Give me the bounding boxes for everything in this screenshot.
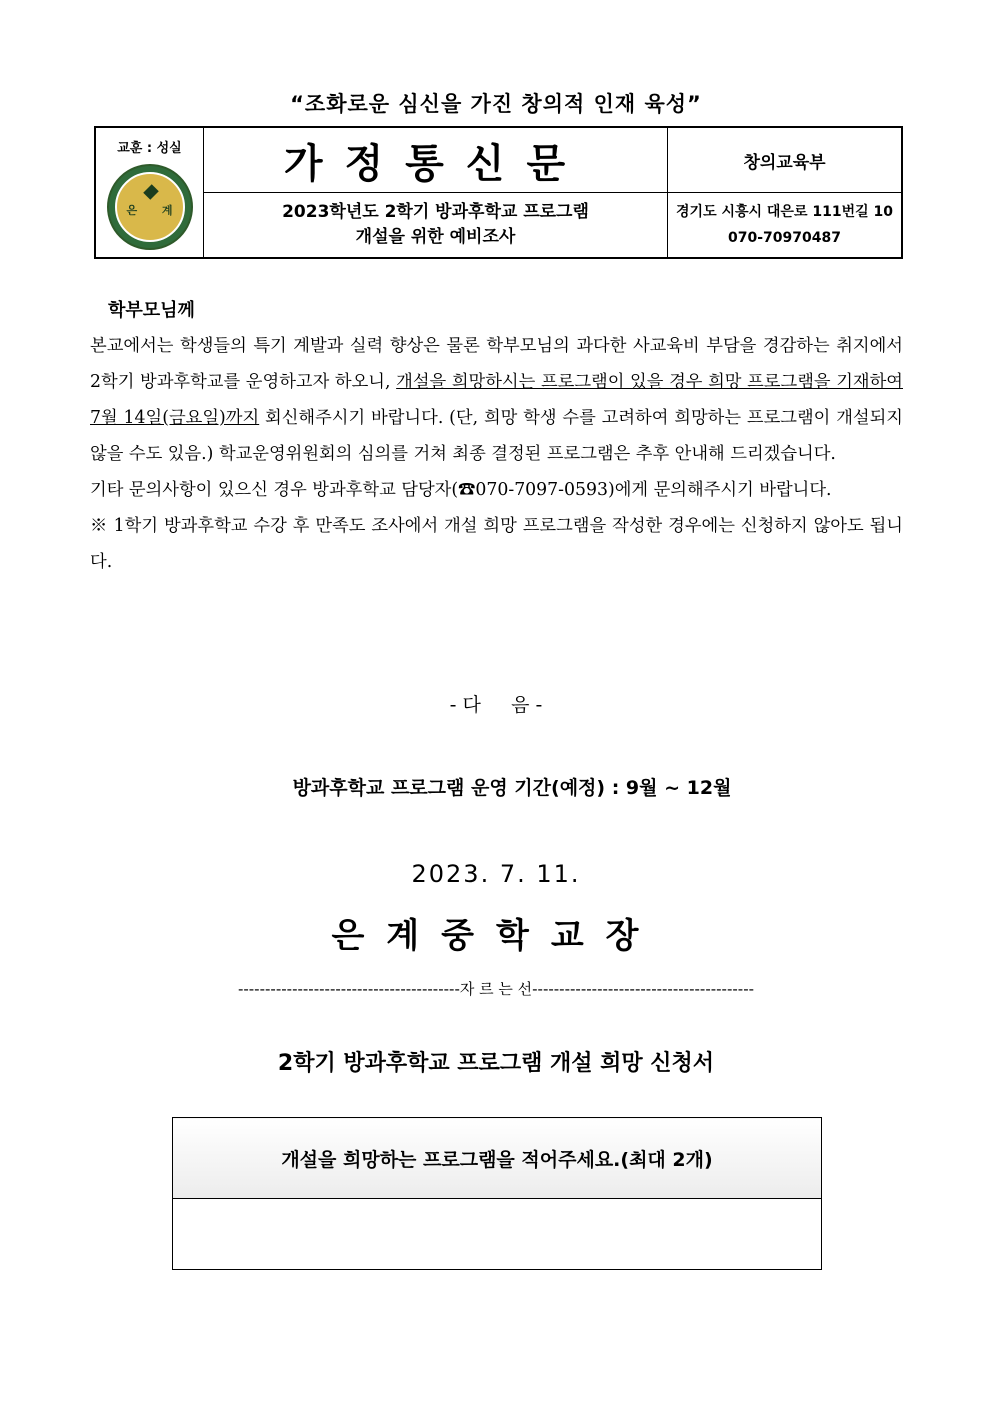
cut-line: -----------------------------------------자 르 는 선----------------------------------------- [237, 980, 755, 998]
deadline-underlined: 개설을 희망하시는 프로그램이 있을 경우 희망 프로그램을 기재하여 7월 14일(금요일)까지 [90, 372, 903, 428]
school-motto-heading: “조화로운 심신을 가진 창의적 인재 육성” [290, 92, 702, 116]
logo-cell [95, 127, 204, 258]
form-instruction: 개설을 희망하는 프로그램을 적어주세요.(최대 2개) [173, 1118, 822, 1199]
greeting: 학부모님께 [108, 300, 195, 321]
subject-line-1: 2023학년도 2학기 방과후학교 프로그램 [282, 202, 589, 222]
school-logo-icon: 은 계 [107, 164, 193, 250]
newsletter-title: 가정통신문 [204, 127, 668, 193]
principal-signature: 은계중학교장 [331, 916, 661, 956]
operation-period: 방과후학교 프로그램 운영 기간(예정) : 9월 ~ 12월 [292, 777, 732, 799]
school-address: 경기도 시흥시 대은로 111번길 10 [676, 204, 893, 220]
following-label: - 다 음 - [449, 694, 543, 716]
newsletter-header [94, 126, 903, 259]
department-name: 창의교육부 [668, 127, 903, 193]
paragraph-note: ※ 1학기 방과후학교 수강 후 만족도 조사에서 개설 희망 프로그램을 작성한 경우에는 신청하지 않아도 됩니다. [90, 516, 903, 572]
school-motto-label: 교훈 : 성실 [117, 141, 182, 156]
newsletter-subject [204, 193, 668, 259]
school-contact [668, 193, 903, 259]
form-title: 2학기 방과후학교 프로그램 개설 희망 신청서 [277, 1051, 715, 1076]
letter-body [90, 328, 903, 580]
application-form-table [172, 1117, 822, 1270]
paragraph-contact: 기타 문의사항이 있으신 경우 방과후학교 담당자(☎070-7097-0593)에게 문의해주시기 바랍니다. [90, 480, 832, 500]
paragraph-main: 본교에서는 학생들의 특기 계발과 실력 향상은 물론 학부모님의 과다한 사교육비 부담을 경감하는 취지에서 2학기 방과후학교를 운영하고자 하오니, 개설을 희망하시는 프로그램이 있을 경우 희망 프로그램을 기재하여 7월 14일(금요일)까지 회신해주시기 바랍니다. (단, 희망 학생 수를 고려하여 희망하는 프로그램이 개설되지 않을 수도 있음.) 학교운영위원회의 심의를 거쳐 최종 결정된 프로그램은 추후 안내해 드리겠습니다. [90, 336, 904, 464]
program-answer-field[interactable] [173, 1199, 822, 1270]
school-phone: 070-70970487 [728, 230, 841, 246]
subject-line-2: 개설을 위한 예비조사 [355, 227, 516, 247]
issue-date: 2023. 7. 11. [411, 860, 581, 888]
